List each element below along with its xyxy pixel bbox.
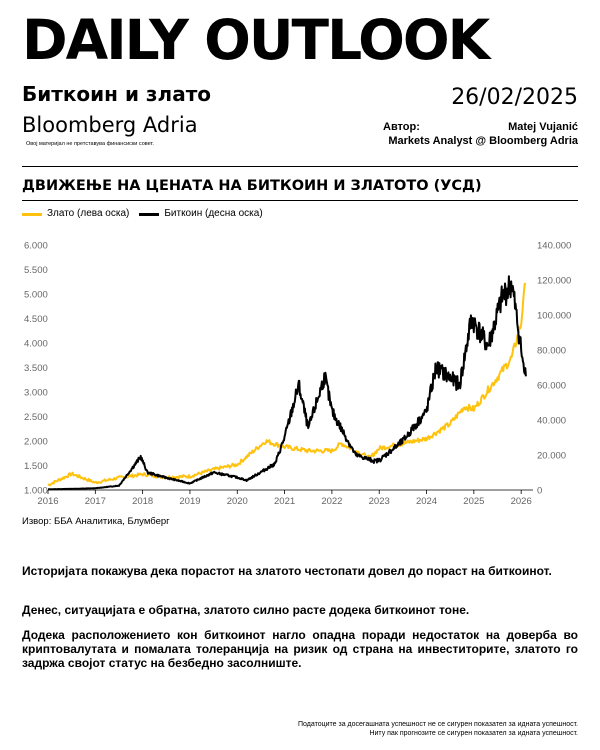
x-tick-label: 2016 [37, 496, 59, 507]
x-tick-label: 2021 [274, 496, 296, 507]
divider [22, 200, 578, 201]
chart-plot [0, 230, 600, 515]
y-right-tick-label: 80.000 [537, 345, 567, 357]
chart-title: ДВИЖЕЊЕ НА ЦЕНАТА НА БИТКОИН И ЗЛАТОТО (УСД) [22, 178, 482, 194]
footer-disclaimer-2: Ниту пак прогнозите се сигурен показател за идната успешност. [369, 730, 578, 737]
y-left-tick-label: 1.500 [24, 461, 48, 472]
y-left-tick-label: 2.000 [24, 436, 48, 448]
y-right-tick-label: 140.000 [537, 240, 572, 252]
legend-item-bitcoin [139, 208, 262, 220]
legend-swatch-bitcoin [139, 213, 159, 216]
y-left-tick-label: 5.000 [24, 289, 48, 301]
y-right-tick-label: 40.000 [537, 415, 567, 427]
paragraph-1: Историјата покажува дека порастот на златото честопати довел до пораст на биткоинот. [22, 564, 552, 578]
y-left-tick-label: 3.000 [24, 387, 48, 399]
author-label: Автор: [383, 121, 420, 133]
headline: DAILY OUTLOOK [22, 8, 489, 72]
source-note: Извор: ББА Аналитика, Блумберг [22, 516, 170, 527]
subtitle: Биткоин и злато [22, 82, 212, 106]
divider [22, 166, 578, 167]
series [48, 276, 526, 489]
x-tick-label: 2026 [510, 496, 532, 507]
legend-label-gold: Злато (лева оска) [47, 208, 130, 219]
y-right-tick-label: 120.000 [537, 275, 572, 287]
brand-logo: Bloomberg Adria [22, 113, 198, 137]
series-line-bitcoin [48, 276, 526, 489]
y-left-tick-label: 6.000 [24, 240, 48, 252]
legend-label-bitcoin: Биткоин (десна оска) [164, 208, 263, 219]
paragraph-2: Денес, ситуацијата е обратна, златото силно расте додека биткоинот тоне. [22, 603, 470, 617]
x-tick-label: 2017 [84, 496, 106, 507]
chart-legend [22, 208, 273, 220]
x-tick-label: 2023 [368, 496, 390, 507]
footer-disclaimer-1: Податоците за досегашната успешност не се сигурен показател за идната успешност. [298, 721, 578, 728]
y-left-tick-label: 4.500 [24, 314, 48, 325]
disclaimer: Овој материјал не претставува финансиски совет. [26, 141, 154, 147]
y-left-tick-label: 5.500 [24, 265, 48, 276]
author-name: Matej Vujanić [508, 121, 578, 133]
legend-item-gold [22, 208, 129, 220]
y-right-tick-label: 60.000 [537, 380, 567, 392]
y-right-tick-label: 20.000 [537, 450, 567, 462]
x-tick-label: 2020 [226, 496, 248, 507]
x-tick-label: 2018 [132, 496, 154, 507]
x-tick-label: 2024 [415, 496, 438, 507]
axes [24, 241, 571, 508]
legend-swatch-gold [22, 213, 42, 216]
x-tick-label: 2019 [179, 496, 201, 507]
publication-date: 26/02/2025 [451, 85, 578, 110]
y-left-tick-label: 4.000 [24, 338, 48, 350]
paragraph-3: Додека расположението кон биткоинот нагло опадна поради недостаток на доверба во криптовалутата и помалата толеранција на ризик од страна на инвеститорите, златото го задржа својот статус на безбедно засолниште. [22, 628, 578, 670]
y-left-tick-label: 2.500 [24, 412, 48, 423]
y-right-tick-label: 0 [537, 485, 543, 497]
y-left-tick-label: 1.000 [24, 485, 48, 497]
author-role: Markets Analyst @ Bloomberg Adria [388, 135, 578, 147]
x-tick-label: 2025 [463, 496, 485, 507]
y-left-tick-label: 3.500 [24, 363, 48, 374]
y-right-tick-label: 100.000 [537, 310, 572, 322]
x-tick-label: 2022 [321, 496, 343, 507]
